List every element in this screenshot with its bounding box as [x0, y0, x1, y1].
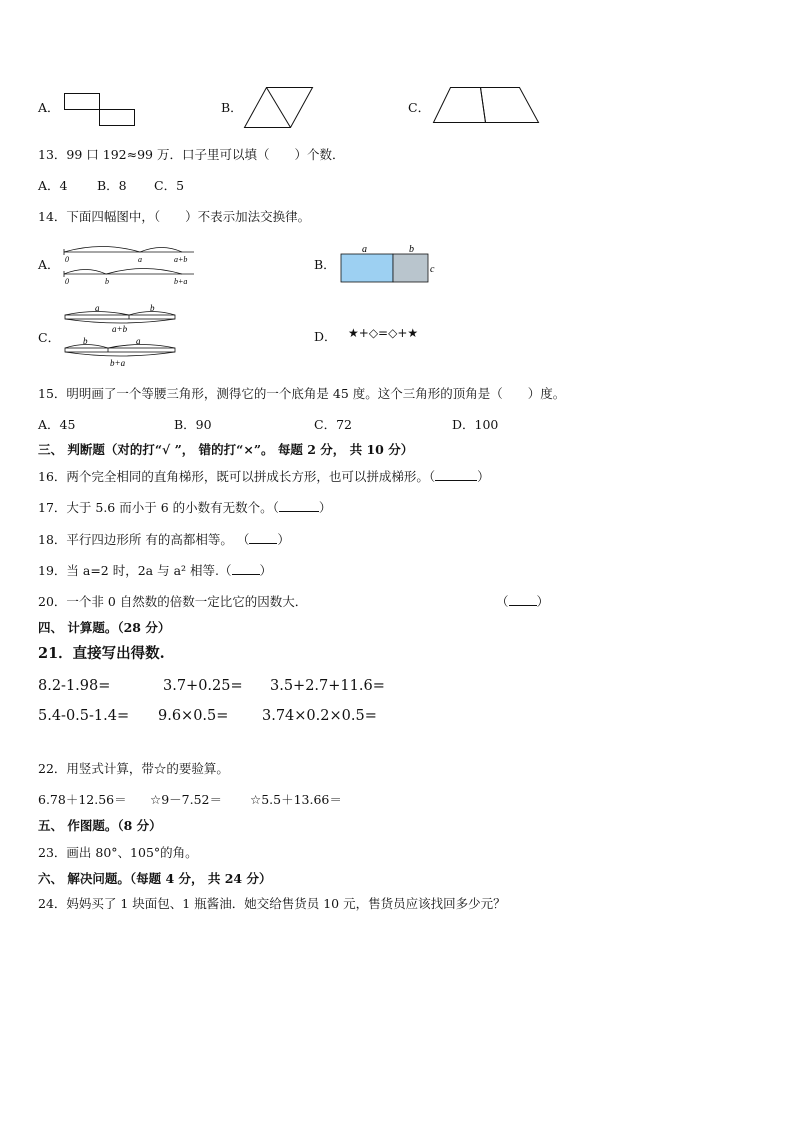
q14-figure-d-equation: ★+◇=◇+★ [348, 326, 419, 340]
q20-open-paren: （ [496, 594, 509, 609]
q16-close-paren: ） [477, 469, 490, 484]
q18-line [38, 532, 290, 548]
q14-option-d-label: D． [314, 329, 337, 344]
q14-a-label-b: b [105, 277, 109, 286]
q13-stem: 13．99 口 192≈99 万．口子里可以填（ ）个数． [38, 147, 345, 162]
q18-close-paren: ） [277, 532, 290, 547]
q14-c-label-b-bottom: b [83, 336, 88, 346]
q21-item-3: 3.5+2.7+11.6= [270, 678, 385, 694]
q15-stem: 15．明明画了一个等腰三角形，测得它的一个底角是 45 度。这个三角形的顶角是（ ）度。 [38, 386, 566, 401]
section-3-heading: 三、 判断题（对的打“√ ”， 错的打“×”。 每题 2 分， 共 10 分） [38, 442, 414, 457]
section-4-heading: 四、 计算题。（28 分） [38, 620, 171, 635]
q20-answer-blank[interactable] [509, 605, 537, 606]
q14-c-label-b-plus-a: b+a [110, 358, 126, 368]
q14-a-zero-2: 0 [65, 277, 69, 286]
q14-figure-b [340, 242, 444, 286]
q12-figure-b [244, 87, 316, 129]
q14-option-c-label: C． [38, 330, 61, 345]
q15-option-d: D．100 [452, 417, 499, 432]
q17-close-paren: ） [318, 500, 332, 515]
q21-item-2: 3.7+0.25= [163, 678, 243, 694]
q14-c-label-a-plus-b: a+b [112, 324, 128, 334]
q14-option-a-label: A． [38, 257, 60, 272]
q20-close-paren: ） [536, 594, 550, 609]
q14-a-label-a: a [138, 255, 142, 264]
section-5-heading: 五、 作图题。（8 分） [38, 818, 162, 833]
q13-option-b: B．8 [97, 178, 127, 193]
q12-figure-a [64, 93, 138, 129]
q21-stem: 21．直接写出得数. [38, 645, 165, 662]
q14-b-label-c: c [430, 264, 435, 275]
q19-line [38, 563, 272, 579]
q14-option-b-label: B． [314, 257, 336, 272]
q21-item-4: 5.4-0.5-1.4= [38, 708, 130, 724]
q19-close-paren: ） [259, 563, 273, 578]
q16-answer-blank[interactable] [435, 480, 477, 481]
q14-c-label-b-top: b [150, 303, 155, 313]
q17-line [38, 500, 331, 516]
q14-a-label-a-plus-b: a+b [174, 255, 188, 264]
q12-option-c-label: C． [408, 100, 431, 115]
q16-text: 16．两个完全相同的直角梯形，既可以拼成长方形，也可以拼成梯形。（ [38, 469, 436, 484]
q17-text: 17．大于 5.6 而小于 6 的小数有无数个。（ [38, 500, 279, 515]
q14-a-zero-1: 0 [65, 255, 69, 264]
q22-item-1: 6.78＋12.56＝ [38, 792, 127, 807]
q21-item-5: 9.6×0.5= [158, 708, 229, 724]
q14-a-label-b-plus-a: b+a [174, 277, 188, 286]
q17-answer-blank[interactable] [279, 511, 319, 512]
q14-stem: 14．下面四幅图中，（ ）不表示加法交换律。 [38, 209, 311, 224]
q12-figure-c [433, 87, 541, 127]
q22-stem: 22．用竖式计算，带☆的要验算。 [38, 761, 229, 776]
q18-answer-blank[interactable] [249, 543, 277, 544]
q22-item-2: ☆9－7.52＝ [150, 792, 222, 807]
q24-text: 24．妈妈买了 1 块面包、1 瓶酱油．她交给售货员 10 元，售货员应该找回多少元？ [38, 896, 506, 911]
q19-text: 19．当 a=2 时，2a 与 a² 相等.（ [38, 563, 232, 578]
section-6-heading: 六、 解决问题。（每题 4 分， 共 24 分） [38, 871, 272, 886]
q14-b-label-a: a [362, 244, 367, 255]
q14-figure-a [64, 243, 199, 289]
q22-item-3: ☆5.5＋13.66＝ [250, 792, 342, 807]
q21-item-6: 3.74×0.2×0.5= [262, 708, 377, 724]
q23-text: 23．画出 80°、105°的角。 [38, 845, 198, 860]
q20-answer [496, 594, 549, 610]
q14-b-label-b: b [409, 244, 414, 255]
q20-text: 20．一个非 0 自然数的倍数一定比它的因数大． [38, 594, 308, 609]
q18-text: 18．平行四边形所 有的高都相等。 （ [38, 532, 250, 547]
q15-option-c: C．72 [314, 417, 352, 432]
q14-c-label-a-top: a [95, 303, 100, 313]
q12-option-a-label: A． [38, 100, 60, 115]
q15-option-a: A．45 [38, 417, 76, 432]
q13-option-c: C．5 [154, 178, 185, 193]
q15-option-b: B．90 [174, 417, 212, 432]
q16-line [38, 469, 490, 485]
q19-answer-blank[interactable] [232, 574, 260, 575]
q14-c-label-a-bottom: a [136, 336, 141, 346]
q12-option-b-label: B． [221, 100, 243, 115]
q14-figure-c [64, 302, 178, 370]
q13-option-a: A．4 [38, 178, 68, 193]
q21-item-1: 8.2-1.98= [38, 678, 111, 694]
